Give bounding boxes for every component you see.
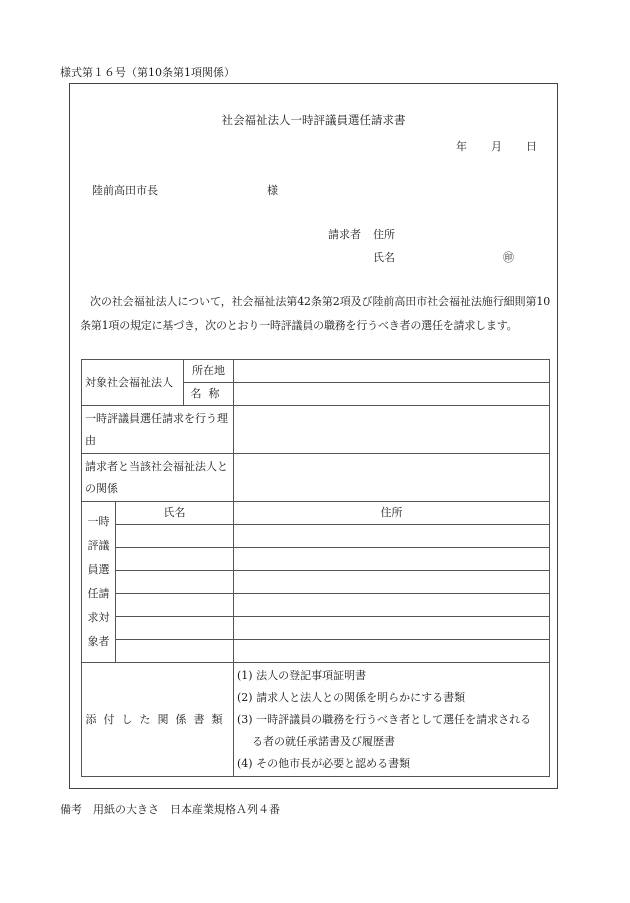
candidate-address-cell [234, 617, 550, 640]
date-month: 月 [491, 140, 502, 153]
reason-label: 一時評議員選任請求を行う理由 [82, 406, 234, 454]
attachments-label: 添付した関係書類 [82, 663, 234, 777]
request-table [81, 359, 550, 777]
attachment-item-continuation: る者の就任承諾書及び履歴書 [252, 734, 395, 748]
remarks-note: 備考 用紙の大きさ 日本産業規格Ａ列４番 [60, 803, 280, 816]
candidate-name-cell [116, 525, 234, 548]
attachment-item: (2) 請求人と法人との関係を明らかにする書類 [237, 690, 466, 704]
candidate-label-line: 員選 [87, 563, 110, 576]
candidate-label-line: 象者 [87, 635, 110, 648]
attachments-list [234, 663, 550, 777]
date-fields [456, 138, 537, 154]
candidate-label [82, 502, 116, 663]
attachment-item: (3) 一時評議員の職務を行うべき者として選任を請求される [237, 712, 532, 726]
candidate-name-cell [116, 548, 234, 571]
candidate-label-line: 求対 [87, 611, 110, 624]
form-frame [69, 83, 558, 789]
candidate-label-line: 一時 [87, 515, 110, 528]
request-statement: 次の社会福祉法人について，社会福祉法第42条第2項及び陸前高田市社会福祉法施行細則第10条第1項の規定に基づき，次のとおり一時評議員の職務を行うべき者の選任を請求します。 [80, 295, 550, 332]
location-label: 所在地 [184, 360, 234, 383]
col-address-header: 住所 [234, 502, 550, 525]
corp-name-value [234, 383, 550, 406]
candidate-label-line: 評議 [87, 539, 110, 552]
candidate-address-cell [234, 525, 550, 548]
col-name-header: 氏名 [116, 502, 234, 525]
date-day: 日 [526, 140, 537, 153]
candidate-address-cell [234, 548, 550, 571]
location-value [234, 360, 550, 383]
candidate-name-cell [116, 594, 234, 617]
date-year: 年 [456, 140, 467, 153]
attachment-item: (4) その他市長が必要と認める書類 [237, 756, 411, 770]
form-number: 様式第１６号（第10条第1項関係） [60, 66, 235, 79]
relation-value [234, 454, 550, 502]
attachment-item: (1) 法人の登記事項証明書 [237, 668, 367, 682]
requester-label: 請求者 [328, 228, 361, 241]
corp-name-label: 名称 [184, 383, 234, 406]
reason-value [234, 406, 550, 454]
requester-address-label: 住所 [373, 228, 395, 241]
addressee-suffix: 様 [267, 184, 278, 197]
target-corp-label: 対象社会福祉法人 [82, 360, 184, 406]
candidate-name-cell [116, 617, 234, 640]
form-title: 社会福祉法人一時評議員選任請求書 [221, 113, 406, 127]
relation-label: 請求者と当該社会福祉法人との関係 [82, 454, 234, 502]
requester-name-label: 氏名 [373, 251, 395, 264]
candidate-address-cell [234, 571, 550, 594]
candidate-address-cell [234, 594, 550, 617]
candidate-label-line: 任請 [87, 587, 110, 600]
seal-mark: ㊞ [503, 251, 514, 264]
candidate-address-cell [234, 640, 550, 663]
candidate-name-cell [116, 640, 234, 663]
addressee-name: 陸前高田市長 [92, 184, 158, 197]
candidate-name-cell [116, 571, 234, 594]
